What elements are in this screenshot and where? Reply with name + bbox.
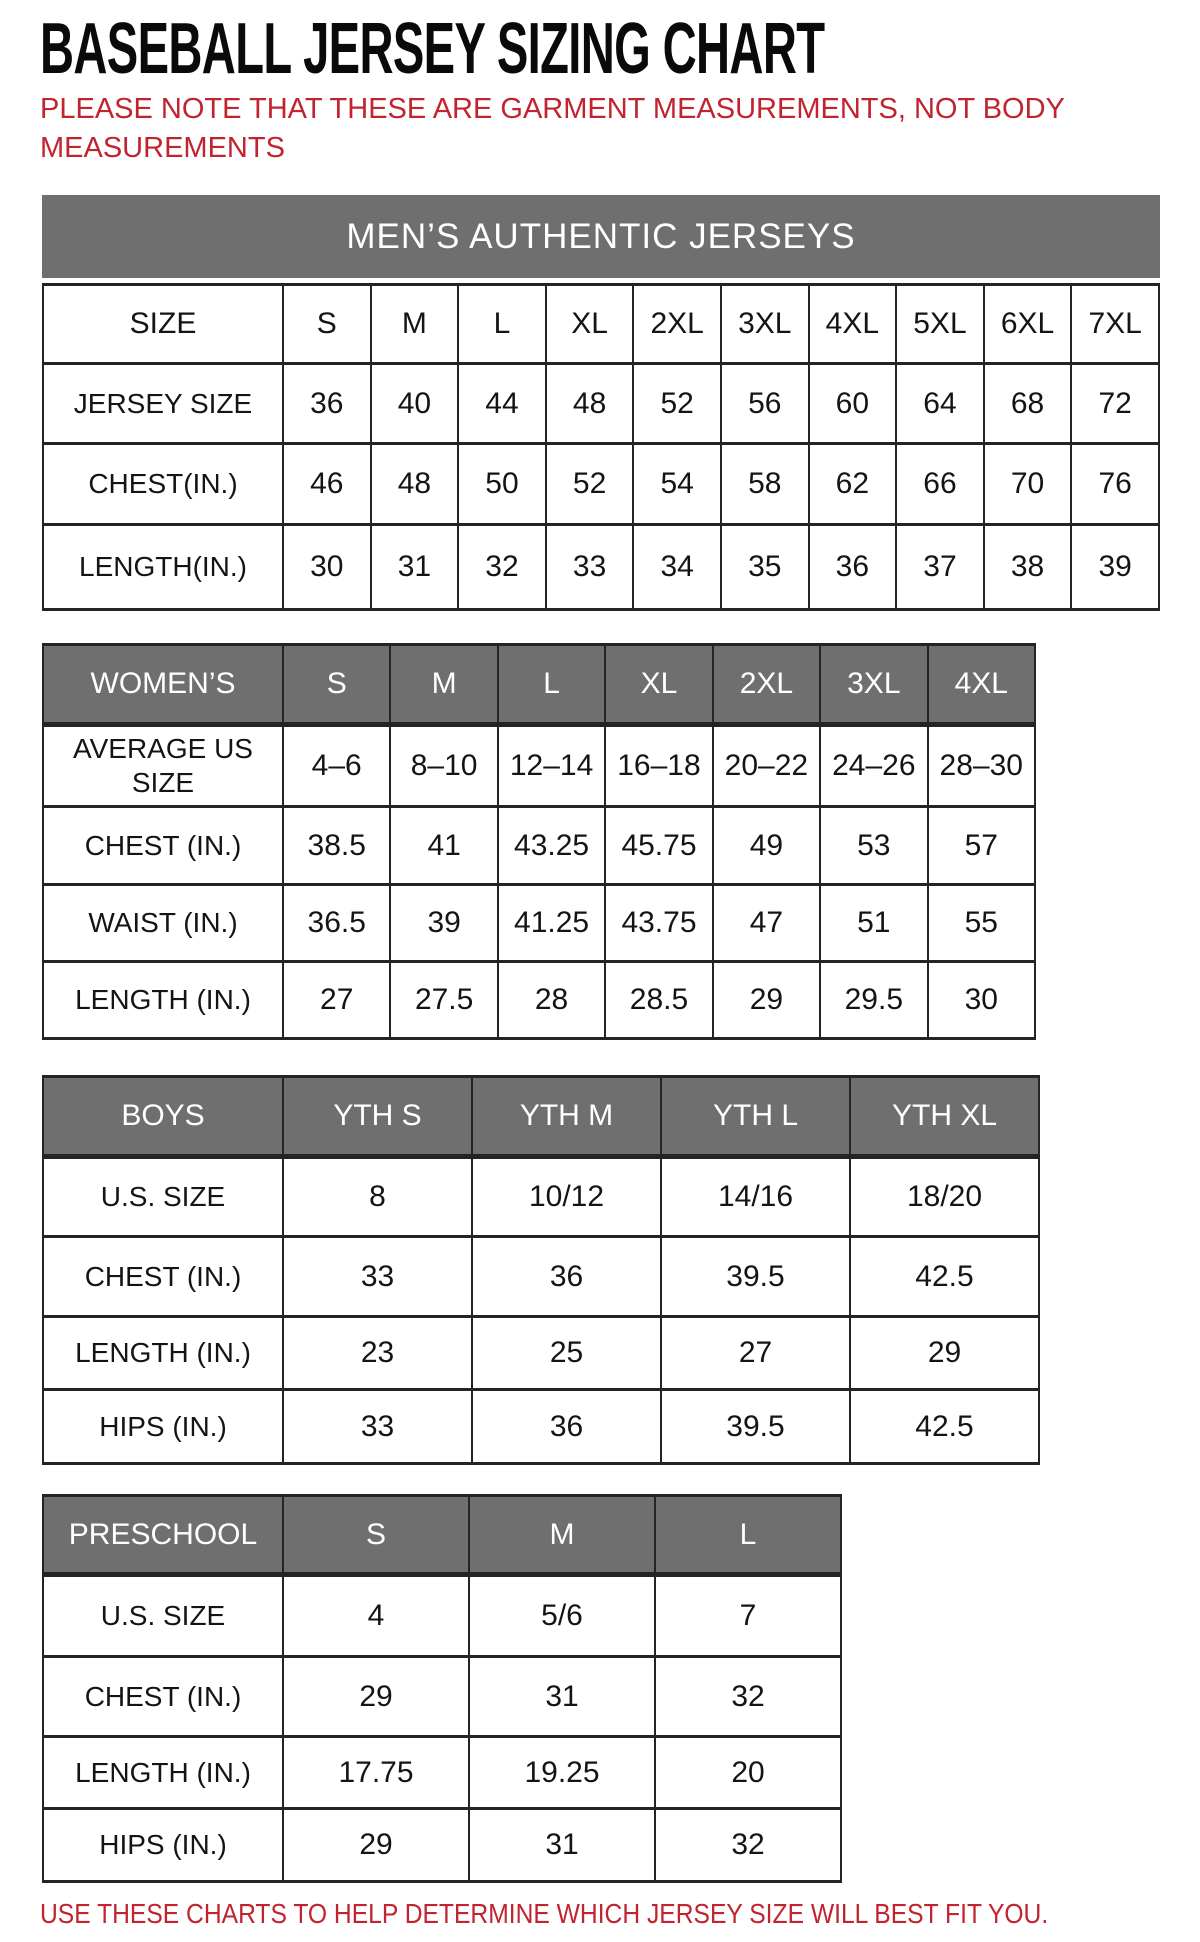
table-cell: 64 <box>896 364 984 444</box>
row-label: U.S. SIZE <box>43 1575 283 1657</box>
preschool-table-section <box>42 1494 842 1883</box>
table-cell: 29 <box>283 1657 469 1737</box>
table-cell: 62 <box>809 444 897 525</box>
preschool-sizing-table-container <box>42 1494 842 1883</box>
table-cell: 29 <box>850 1317 1039 1390</box>
table-cell: 52 <box>546 444 634 525</box>
table-row <box>43 525 1159 610</box>
mens-table-section <box>42 195 1160 611</box>
womens-sizing-table <box>42 643 1036 1040</box>
table-cell: 37 <box>896 525 984 610</box>
preschool-sizing-table <box>42 1494 842 1883</box>
table-cell: 52 <box>633 364 721 444</box>
column-header: YTH S <box>283 1077 472 1157</box>
table-cell: 39 <box>1071 525 1159 610</box>
fit-advice-footer: USE THESE CHARTS TO HELP DETERMINE WHICH JERSEY SIZE WILL BEST FIT YOU. <box>40 1898 1049 1929</box>
table-cell: 34 <box>633 525 721 610</box>
table-cell: 8 <box>283 1157 472 1237</box>
table-cell: 43.75 <box>605 885 712 962</box>
column-header: 4XL <box>928 645 1035 725</box>
table-cell: 31 <box>469 1657 655 1737</box>
table-cell: 7 <box>655 1575 841 1657</box>
column-header: 4XL <box>809 285 897 364</box>
table-cell: 43.25 <box>498 807 605 885</box>
table-cell: 25 <box>472 1317 661 1390</box>
row-label: WAIST (IN.) <box>43 885 283 962</box>
row-label: JERSEY SIZE <box>43 364 283 444</box>
table-row <box>43 364 1159 444</box>
table-cell: 38 <box>984 525 1072 610</box>
table-cell: 51 <box>820 885 927 962</box>
table-row <box>43 962 1035 1039</box>
row-label: U.S. SIZE <box>43 1157 283 1237</box>
table-cell: 76 <box>1071 444 1159 525</box>
table-row <box>43 1737 841 1809</box>
table-cell: 19.25 <box>469 1737 655 1809</box>
table-cell: 54 <box>633 444 721 525</box>
header-row <box>43 645 1035 725</box>
womens-table-section <box>42 643 1036 1040</box>
table-cell: 47 <box>713 885 820 962</box>
table-cell: 50 <box>458 444 546 525</box>
row-label: CHEST (IN.) <box>43 1657 283 1737</box>
column-header: M <box>469 1496 655 1575</box>
table-cell: 32 <box>655 1657 841 1737</box>
column-header: 2XL <box>633 285 721 364</box>
table-title-cell: SIZE <box>43 285 283 364</box>
table-cell: 42.5 <box>850 1390 1039 1464</box>
table-cell: 70 <box>984 444 1072 525</box>
table-row <box>43 444 1159 525</box>
row-label: CHEST(IN.) <box>43 444 283 525</box>
row-label: LENGTH(IN.) <box>43 525 283 610</box>
table-cell: 32 <box>458 525 546 610</box>
table-cell: 20 <box>655 1737 841 1809</box>
table-cell: 4–6 <box>283 725 390 807</box>
table-cell: 33 <box>546 525 634 610</box>
column-header: YTH M <box>472 1077 661 1157</box>
column-header: 6XL <box>984 285 1072 364</box>
table-cell: 45.75 <box>605 807 712 885</box>
row-label: HIPS (IN.) <box>43 1390 283 1464</box>
table-row <box>43 1657 841 1737</box>
table-cell: 8–10 <box>390 725 497 807</box>
table-cell: 68 <box>984 364 1072 444</box>
boys-sizing-table-container <box>42 1075 1040 1465</box>
table-cell: 36 <box>472 1237 661 1317</box>
table-row <box>43 1390 1039 1464</box>
column-header: S <box>283 645 390 725</box>
table-cell: 12–14 <box>498 725 605 807</box>
table-cell: 33 <box>283 1237 472 1317</box>
table-cell: 39.5 <box>661 1237 850 1317</box>
womens-sizing-table-container <box>42 643 1036 1040</box>
table-cell: 30 <box>283 525 371 610</box>
table-cell: 27.5 <box>390 962 497 1039</box>
table-cell: 4 <box>283 1575 469 1657</box>
column-header: L <box>498 645 605 725</box>
table-cell: 66 <box>896 444 984 525</box>
table-row <box>43 1809 841 1882</box>
table-row <box>43 885 1035 962</box>
table-cell: 60 <box>809 364 897 444</box>
table-cell: 55 <box>928 885 1035 962</box>
table-cell: 58 <box>721 444 809 525</box>
row-label: LENGTH (IN.) <box>43 962 283 1039</box>
table-row <box>43 725 1035 807</box>
column-header: XL <box>546 285 634 364</box>
table-cell: 49 <box>713 807 820 885</box>
column-header: 7XL <box>1071 285 1159 364</box>
table-cell: 23 <box>283 1317 472 1390</box>
table-cell: 39 <box>390 885 497 962</box>
table-cell: 56 <box>721 364 809 444</box>
table-cell: 20–22 <box>713 725 820 807</box>
row-label: LENGTH (IN.) <box>43 1737 283 1809</box>
column-header: 2XL <box>713 645 820 725</box>
table-cell: 46 <box>283 444 371 525</box>
table-cell: 27 <box>661 1317 850 1390</box>
table-cell: 40 <box>371 364 459 444</box>
header-row <box>43 1077 1039 1157</box>
table-cell: 32 <box>655 1809 841 1882</box>
table-cell: 28–30 <box>928 725 1035 807</box>
table-row <box>43 1157 1039 1237</box>
header-row <box>43 285 1159 364</box>
table-cell: 35 <box>721 525 809 610</box>
table-cell: 14/16 <box>661 1157 850 1237</box>
mens-table-banner: MEN’S AUTHENTIC JERSEYS <box>42 195 1160 278</box>
boys-table-section <box>42 1075 1040 1465</box>
table-cell: 41.25 <box>498 885 605 962</box>
table-cell: 31 <box>469 1809 655 1882</box>
table-cell: 24–26 <box>820 725 927 807</box>
table-cell: 57 <box>928 807 1035 885</box>
table-cell: 30 <box>928 962 1035 1039</box>
table-row <box>43 1317 1039 1390</box>
column-header: L <box>655 1496 841 1575</box>
table-cell: 17.75 <box>283 1737 469 1809</box>
table-cell: 36.5 <box>283 885 390 962</box>
table-cell: 48 <box>371 444 459 525</box>
table-cell: 44 <box>458 364 546 444</box>
column-header: YTH XL <box>850 1077 1039 1157</box>
table-cell: 29 <box>713 962 820 1039</box>
mens-sizing-table <box>42 283 1160 611</box>
table-cell: 48 <box>546 364 634 444</box>
table-cell: 72 <box>1071 364 1159 444</box>
table-cell: 53 <box>820 807 927 885</box>
table-cell: 38.5 <box>283 807 390 885</box>
table-cell: 10/12 <box>472 1157 661 1237</box>
table-cell: 36 <box>472 1390 661 1464</box>
row-label: LENGTH (IN.) <box>43 1317 283 1390</box>
column-header: YTH L <box>661 1077 850 1157</box>
garment-measurement-note: PLEASE NOTE THAT THESE ARE GARMENT MEASUREMENTS, NOT BODY MEASUREMENTS <box>40 93 1065 164</box>
row-label: CHEST (IN.) <box>43 807 283 885</box>
table-cell: 36 <box>809 525 897 610</box>
column-header: S <box>283 1496 469 1575</box>
table-title-cell: WOMEN’S <box>43 645 283 725</box>
page-title: BASEBALL JERSEY SIZING CHART <box>40 9 825 89</box>
column-header: L <box>458 285 546 364</box>
table-cell: 41 <box>390 807 497 885</box>
table-row <box>43 1237 1039 1317</box>
table-cell: 31 <box>371 525 459 610</box>
column-header: M <box>371 285 459 364</box>
table-cell: 42.5 <box>850 1237 1039 1317</box>
table-cell: 29 <box>283 1809 469 1882</box>
table-cell: 29.5 <box>820 962 927 1039</box>
column-header: 3XL <box>721 285 809 364</box>
row-label: CHEST (IN.) <box>43 1237 283 1317</box>
column-header: 5XL <box>896 285 984 364</box>
table-title-cell: BOYS <box>43 1077 283 1157</box>
row-label: HIPS (IN.) <box>43 1809 283 1882</box>
table-cell: 27 <box>283 962 390 1039</box>
table-cell: 28.5 <box>605 962 712 1039</box>
column-header: M <box>390 645 497 725</box>
column-header: 3XL <box>820 645 927 725</box>
header-row <box>43 1496 841 1575</box>
table-cell: 36 <box>283 364 371 444</box>
mens-sizing-table-container <box>42 283 1160 611</box>
boys-sizing-table <box>42 1075 1040 1465</box>
table-cell: 28 <box>498 962 605 1039</box>
table-cell: 33 <box>283 1390 472 1464</box>
table-cell: 18/20 <box>850 1157 1039 1237</box>
column-header: XL <box>605 645 712 725</box>
table-row <box>43 1575 841 1657</box>
table-cell: 39.5 <box>661 1390 850 1464</box>
table-title-cell: PRESCHOOL <box>43 1496 283 1575</box>
column-header: S <box>283 285 371 364</box>
table-cell: 5/6 <box>469 1575 655 1657</box>
row-label: AVERAGE US SIZE <box>43 725 283 807</box>
table-row <box>43 807 1035 885</box>
table-cell: 16–18 <box>605 725 712 807</box>
